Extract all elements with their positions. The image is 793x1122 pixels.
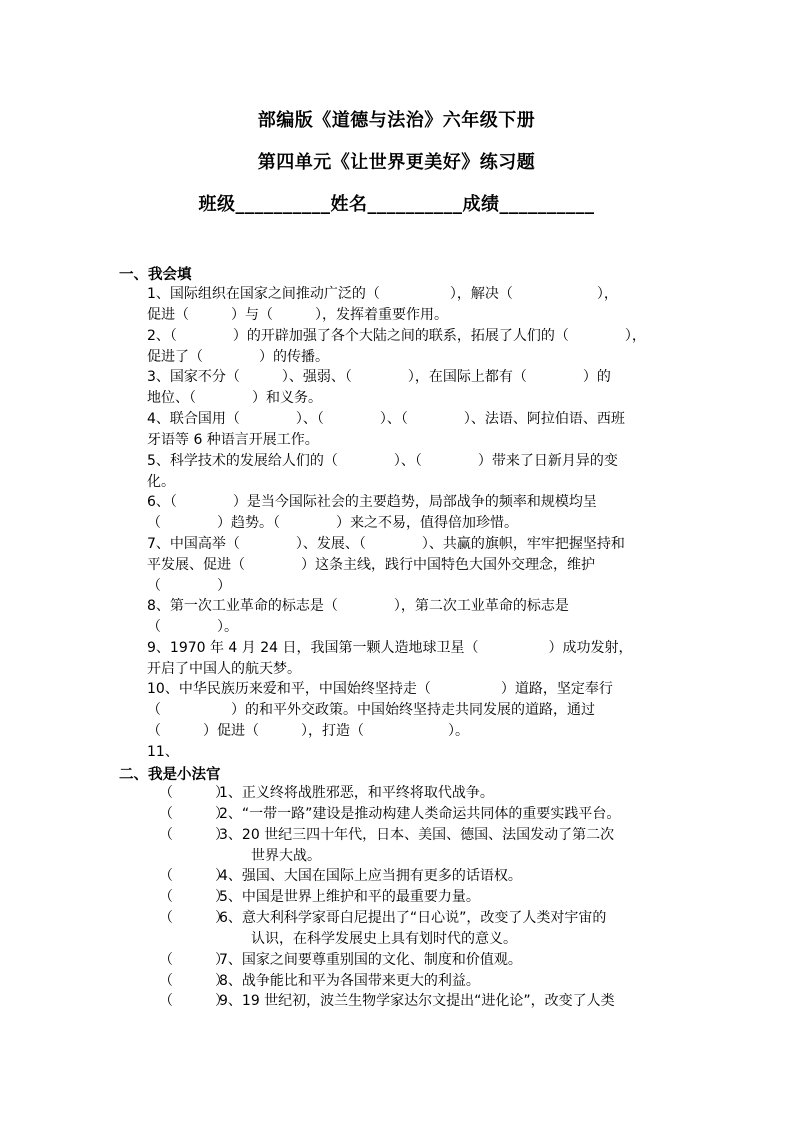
answer-paren[interactable]: （ ） bbox=[159, 785, 229, 801]
question-line: 开启了中国人的航天梦。 bbox=[147, 660, 301, 677]
fill-question-3 bbox=[147, 367, 677, 409]
fill-question-10 bbox=[147, 679, 677, 741]
fill-question-5 bbox=[147, 451, 677, 493]
question-line: （ ）。 bbox=[147, 618, 238, 635]
judge-question-5 bbox=[159, 887, 689, 908]
fill-question-8 bbox=[147, 596, 677, 638]
judge-question-4 bbox=[159, 866, 689, 887]
question-line: 6、意大利科学家哥白尼提出了“日心说”，改变了人类对宇宙的 bbox=[219, 910, 607, 926]
question-line: 4、联合国用（ ）、（ ）、（ ）、法语、阿拉伯语、西班 bbox=[147, 411, 625, 427]
fill-question-11 bbox=[147, 742, 677, 763]
worksheet-title: 部编版《道德与法治》六年级下册 bbox=[257, 110, 536, 131]
question-line: 2、（ ）的开辟加强了各个大陆之间的联系，拓展了人们的（ ）， bbox=[147, 328, 646, 344]
question-line: 8、战争能比和平为各国带来更大的利益。 bbox=[219, 973, 480, 989]
question-line: 9、19 世纪初，波兰生物学家达尔文提出“进化论”，改变了人类 bbox=[219, 993, 615, 1009]
question-line: 5、科学技术的发展给人们的（ ）、（ ）带来了日新月异的变 bbox=[147, 453, 618, 469]
judge-question-3 bbox=[159, 825, 689, 867]
fill-question-1 bbox=[147, 284, 677, 326]
question-line: 11、 bbox=[147, 744, 179, 760]
question-line: 认识，在科学发展史上具有划时代的意义。 bbox=[251, 930, 517, 947]
answer-paren[interactable]: （ ） bbox=[159, 973, 229, 989]
judge-question-2 bbox=[159, 804, 689, 825]
question-line: （ ）促进（ ），打造（ ）。 bbox=[147, 722, 469, 739]
answer-paren[interactable]: （ ） bbox=[159, 993, 229, 1009]
judge-question-9 bbox=[159, 991, 689, 1012]
answer-paren[interactable]: （ ） bbox=[159, 806, 229, 822]
question-line: 9、1970 年 4 月 24 日，我国第一颗人造地球卫星（ ）成功发射， bbox=[147, 640, 633, 656]
question-line: （ ） bbox=[147, 577, 231, 594]
answer-paren[interactable]: （ ） bbox=[159, 827, 229, 843]
question-line: 5、中国是世界上维护和平的最重要力量。 bbox=[219, 889, 480, 905]
judge-question-7 bbox=[159, 950, 689, 971]
question-line: 促进了（ ）的传播。 bbox=[147, 348, 329, 365]
question-line: 促进（ ）与（ ），发挥着重要作用。 bbox=[147, 306, 448, 323]
judge-question-6 bbox=[159, 908, 689, 950]
question-line: 7、中国高举（ ）、发展、（ ）、共赢的旗帜，牢牢把握坚持和 bbox=[147, 536, 625, 552]
judge-question-1 bbox=[159, 783, 689, 804]
student-info-line: 班级__________姓名__________成绩__________ bbox=[198, 194, 595, 215]
question-line: 10、中华民族历来爱和平，中国始终坚持走（ ）道路，坚定奉行 bbox=[147, 681, 613, 697]
question-line: 地位、（ ）和义务。 bbox=[147, 389, 322, 406]
fill-question-7 bbox=[147, 534, 677, 596]
fill-question-9 bbox=[147, 638, 677, 680]
question-line: 世界大战。 bbox=[251, 847, 321, 864]
unit-title: 第四单元《让世界更美好》练习题 bbox=[257, 152, 536, 173]
question-line: 牙语等 6 种语言开展工作。 bbox=[147, 431, 319, 448]
question-line: 1、正义终将战胜邪恶，和平终将取代战争。 bbox=[219, 785, 494, 801]
question-line: 8、第一次工业革命的标志是（ ），第二次工业革命的标志是 bbox=[147, 598, 569, 614]
question-line: 化。 bbox=[147, 473, 175, 490]
question-line: 6、（ ）是当今国际社会的主要趋势，局部战争的频率和规模均呈 bbox=[147, 494, 597, 510]
fill-question-2 bbox=[147, 326, 677, 368]
question-line: 3、20 世纪三四十年代，日本、美国、德国、法国发动了第二次 bbox=[219, 827, 615, 843]
section-heading-judge: 二、我是小法官 bbox=[119, 767, 221, 783]
section-heading-fill-in: 一、我会填 bbox=[119, 267, 192, 283]
question-line: 1、国际组织在国家之间推动广泛的（ ），解决（ ）， bbox=[147, 286, 618, 302]
fill-question-6 bbox=[147, 492, 677, 534]
question-line: 7、国家之间要尊重别国的文化、制度和价值观。 bbox=[219, 952, 522, 968]
answer-paren[interactable]: （ ） bbox=[159, 910, 229, 926]
judge-question-8 bbox=[159, 971, 689, 992]
question-line: 2、“一带一路”建设是推动构建人类命运共同体的重要实践平台。 bbox=[219, 806, 621, 822]
question-line: 4、强国、大国在国际上应当拥有更多的话语权。 bbox=[219, 868, 522, 884]
question-line: （ ）的和平外交政策。中国始终坚持走共同发展的道路，通过 bbox=[147, 701, 595, 718]
answer-paren[interactable]: （ ） bbox=[159, 889, 229, 905]
answer-paren[interactable]: （ ） bbox=[159, 952, 229, 968]
answer-paren[interactable]: （ ） bbox=[159, 868, 229, 884]
question-line: 平发展、促进（ ）这条主线，践行中国特色大国外交理念，维护 bbox=[147, 556, 595, 573]
fill-question-4 bbox=[147, 409, 677, 451]
question-line: （ ）趋势。（ ）来之不易，值得倍加珍惜。 bbox=[147, 514, 518, 531]
question-line: 3、国家不分（ ）、强弱、（ ），在国际上都有（ ）的 bbox=[147, 369, 611, 385]
